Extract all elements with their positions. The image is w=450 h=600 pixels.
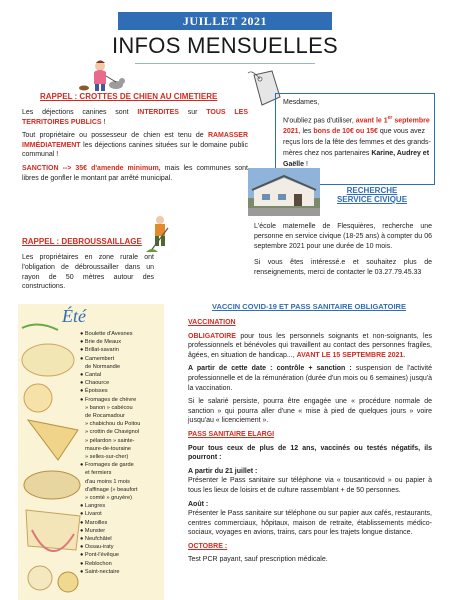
dog-p2-text: Tout propriétaire ou possesseur de chien est tenu de <box>22 132 208 140</box>
vaccine-obligatoire: OBLIGATOIRE <box>188 332 236 340</box>
cheese-list-item: » pélardon » sainte- <box>85 437 135 444</box>
cheese-list-item: et fermiers <box>85 470 112 477</box>
dog-p2-ramasser: RAMASSER IMMÉDIATEMENT <box>22 132 248 149</box>
cheese-list-item: ● Livarot <box>80 511 102 518</box>
vaccine-paragraph-6 <box>188 500 432 538</box>
cheese-list-item: ● Saint-nectaire <box>80 568 120 575</box>
pass-subheading: PASS SANITAIRE ELARGI <box>188 430 275 438</box>
vaccine-p1-text: pour tous les personnels soignants et non-soignants, les professionnels et bénévoles qui travaillent au contact des personnes fragiles, âgées, en situation de handicap..., <box>188 332 432 359</box>
dog-heading: RAPPEL : CROTTES DE CHIEN AU CIMETIERE <box>40 92 218 101</box>
cheese-list-item: de Rocamadour <box>85 413 125 420</box>
cheese-illustration <box>18 320 88 600</box>
dog-p1-interdites: INTERDITES <box>137 109 179 116</box>
notice-deadline-a: avant le 1 <box>355 117 388 125</box>
notice-body <box>283 113 431 170</box>
cheese-list-item: ● Munster <box>80 527 106 534</box>
school-building-photo <box>248 168 320 216</box>
cheese-season-title: Été <box>62 306 86 326</box>
cheese-list-item: d'affinage (» beaufort <box>85 486 138 493</box>
notice-text-h: ! <box>304 161 308 169</box>
cheese-list <box>80 330 162 576</box>
cheese-list-item: ● Pont-l'évêque <box>80 552 119 559</box>
brushcutter-illustration <box>146 214 174 254</box>
dog-p1-territoires: TOUS LES TERRITOIRES PUBLICS <box>22 109 248 126</box>
notice-text-d: , les <box>298 128 314 136</box>
notice-greeting: Mesdames, <box>283 99 320 106</box>
vaccine-p6-text: Présenter le Pass sanitaire sur téléphone ou sur papier aux cafés, restaurants, centres commerciaux, hôpitaux, maison de retraite, établissements médico-sociaux, voyages en avions, trains, cars pour les trajets longue distance. <box>188 510 432 537</box>
cheese-list-item: ● Cantal <box>80 372 102 379</box>
vaccination-subheading: VACCINATION <box>188 319 236 326</box>
vaccine-paragraph-7: Test PCR payant, sauf prescription médicale. <box>188 556 328 564</box>
cheese-list-item: ● Brillat-savarin <box>80 347 119 354</box>
vaccine-p5-text: Présenter le Pass sanitaire sur téléphone via « tousanticovid » ou papier à tous les lieux de loisirs et de culture rassemblant + de 50 personnes. <box>188 477 432 494</box>
vaccine-paragraph-3: Si le salarié persiste, pourra être engagée une « procédure normale de sanction » qui pourra aller d'une « mise à pied de quelques jours » voire jusqu'au « licenciement ». <box>188 398 432 425</box>
cheese-list-item: ● Fromages de garde <box>80 462 134 469</box>
dog-paragraph-3 <box>22 164 248 183</box>
civic-heading <box>320 186 424 204</box>
dog-section-body <box>22 108 248 187</box>
vaccine-p5-lead: A partir du 21 juillet : <box>188 467 258 475</box>
cheese-list-item: maure-de-touraine <box>85 445 132 452</box>
vaccine-paragraph-1 <box>188 332 432 361</box>
dog-p1-sur: sur <box>178 109 207 116</box>
cheese-list-item: ● Ossau-iraty <box>80 544 114 551</box>
civic-paragraph-1: L'école maternelle de Flesquières, recherche une personne en service civique (18-25 ans) à compter du 06 septembre 2021 pour une durée de 10 mois. <box>254 223 432 251</box>
vaccine-p2-lead: A partir de cette date : contrôle + sanction : <box>188 365 352 373</box>
voucher-notice-text <box>283 97 431 170</box>
vaccine-heading: VACCIN COVID-19 ET PASS SANITAIRE OBLIGATOIRE <box>212 302 406 311</box>
civic-section-body <box>254 222 432 282</box>
dog-p3-end: mais les communes sont libres de gonfler le montant par arrêté municipal. <box>22 164 248 182</box>
dog-p1-end: ! <box>101 118 106 126</box>
dog-sanction: SANCTION --> 35€ d'amende minimum, <box>22 164 161 172</box>
notice-text-f: que vous avez reçus lors de la fête des femmes et des grands-mères chez nos partenaires <box>283 128 431 158</box>
cheese-list-item: ● Chaource <box>80 380 110 387</box>
brush-heading: RAPPEL : DEBROUSSAILLAGE <box>22 237 142 246</box>
month-banner: JUILLET 2021 <box>118 12 332 30</box>
vaccine-paragraph-2 <box>188 364 432 393</box>
civic-heading-line-2: SERVICE CIVIQUE <box>336 195 408 204</box>
cheese-list-item: » banon » cabécou <box>85 404 133 411</box>
notice-vouchers: bons de 10€ ou 15€ <box>313 128 378 136</box>
cheese-list-item: ● Boulette d'Avesnes <box>80 331 133 337</box>
brush-paragraph: Les propriétaires en zone rurale ont l'obligation de débroussailler dans un rayon de 50 mètres autour des constructions. <box>22 254 154 291</box>
cheese-list-item: ● Brie de Meaux <box>80 339 121 346</box>
notice-partners: Karine, Audrey et Gaëlle <box>283 150 430 169</box>
vaccine-paragraph-5 <box>188 467 432 496</box>
cheese-list-item: ● Époisses <box>80 388 108 395</box>
cheese-list-item: ● Camembert <box>80 355 115 362</box>
cheese-list-item: ● Reblochon <box>80 560 112 567</box>
vaccine-p6-lead: Août : <box>188 500 209 508</box>
dog-p1-text: Les déjections canines sont <box>22 109 138 116</box>
october-subheading: OCTOBRE : <box>188 542 228 550</box>
dog-walker-illustration <box>72 58 128 92</box>
dog-p2-end: les déjections canines situées sur le domaine public communal ! <box>22 141 248 159</box>
dog-paragraph-1 <box>22 108 248 127</box>
cheese-list-item: » selles-sur-cher) <box>85 454 129 461</box>
notice-text-a: N'oubliez pas d'utiliser, <box>283 117 356 125</box>
civic-heading-line-1: RECHERCHE <box>346 186 398 195</box>
cheese-list-item: ● Maroilles <box>80 519 108 526</box>
cheese-list-item: d'au moins 1 mois <box>85 478 130 485</box>
title-divider <box>135 63 315 64</box>
cheese-list-item: » chabichou du Poitou <box>85 421 141 428</box>
cheese-list-item: ● Neufchâtel <box>80 536 112 543</box>
notice-deadline-sup: er <box>387 115 393 121</box>
vaccine-p2-text: suspension de l'activité professionnelle et de la rémunération (durée d'un mois ou 6 semaines) jusqu'à la vaccination. <box>188 365 432 392</box>
cheese-list-item: de Normandie <box>85 363 121 370</box>
cheese-list-item: ● Langres <box>80 503 106 510</box>
dog-paragraph-2 <box>22 131 248 160</box>
cheese-list-item: ● Fromages de chèvre <box>80 396 137 403</box>
cheese-list-item: » crottin de Chavignol <box>85 429 140 436</box>
vaccine-section-body <box>188 318 432 569</box>
vaccine-paragraph-4: Pour tous ceux de plus de 12 ans, vaccinés ou testés négatifs, ils pourront : <box>188 444 432 462</box>
cheese-list-item: » comté » gruyère) <box>85 495 132 502</box>
civic-paragraph-2: Si vous êtes intéressé.e et souhaitez plus de renseignements, merci de contacter le 03.27.79.45.33 <box>254 258 432 276</box>
page-title: INFOS MENSUELLES <box>111 33 339 58</box>
notice-deadline-b: septembre 2021 <box>283 117 430 136</box>
vaccine-deadline: AVANT LE 15 SEPTEMBRE 2021. <box>296 351 406 359</box>
